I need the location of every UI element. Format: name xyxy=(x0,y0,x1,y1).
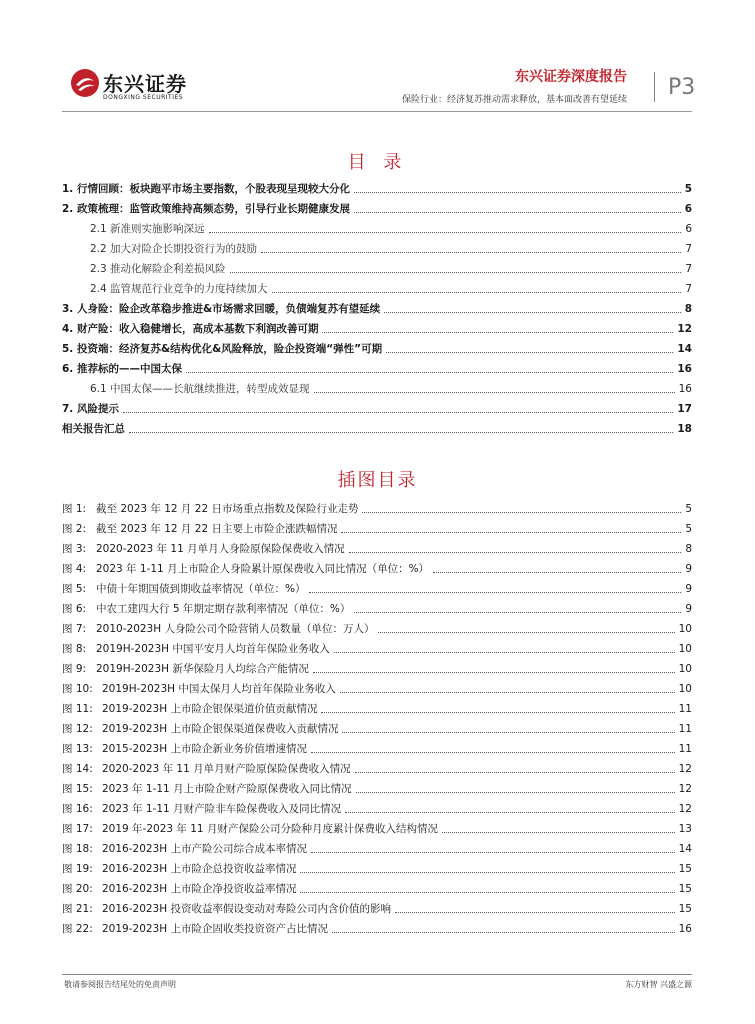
figure-entry-text: 2019H-2023H 中国平安月人均首年保险业务收入 xyxy=(96,643,330,655)
leader-dots xyxy=(354,611,681,613)
leader-dots xyxy=(345,811,675,813)
figure-label: 图 1: xyxy=(62,503,87,515)
toc-entry-text: 2.1 新准则实施影响深远 xyxy=(90,223,205,235)
figure-entry-page: 10 xyxy=(678,623,692,635)
figure-entry-text: 2023 年 1-11 月上市险企人身险累计原保费收入同比情况（单位：%） xyxy=(96,563,430,575)
figure-entry-page: 14 xyxy=(678,843,692,855)
toc-entry[interactable] xyxy=(62,418,692,436)
leader-dots xyxy=(300,871,674,873)
figure-entry-page: 10 xyxy=(678,643,692,655)
leader-dots xyxy=(272,291,682,293)
toc-entry-text: 7. 风险提示 xyxy=(62,403,119,415)
toc-entry-text: 6.1 中国太保——长航继续推进，转型成效显现 xyxy=(90,383,310,395)
figure-entry-text: 中债十年期国债到期收益率情况（单位：%） xyxy=(96,583,306,595)
figure-entry[interactable] xyxy=(62,698,692,716)
leader-dots xyxy=(311,851,675,853)
toc-entry[interactable] xyxy=(62,338,692,356)
figure-label: 图 11: xyxy=(62,703,93,715)
figure-entry-page: 9 xyxy=(685,583,692,595)
company-logo xyxy=(70,68,187,112)
toc-entry[interactable] xyxy=(90,378,692,396)
figure-label: 图 22: xyxy=(62,923,93,935)
figure-entry-text: 2020-2023 年 11 月单月财产险原保险保费收入情况 xyxy=(102,763,351,775)
leader-dots xyxy=(442,831,675,833)
figure-entry-page: 12 xyxy=(678,783,692,795)
leader-dots xyxy=(386,351,673,353)
toc-entry[interactable] xyxy=(90,258,692,276)
leader-dots xyxy=(186,371,673,373)
figure-entry[interactable] xyxy=(62,498,692,516)
figure-entry-page: 11 xyxy=(678,743,692,755)
figure-entry[interactable] xyxy=(62,898,692,916)
logo-name-cn: 东兴证券 xyxy=(103,72,187,96)
toc-entry-text: 相关报告汇总 xyxy=(62,423,125,435)
page-number: P3 xyxy=(668,75,696,100)
figure-label: 图 20: xyxy=(62,883,93,895)
figure-label: 图 15: xyxy=(62,783,93,795)
figure-entry[interactable] xyxy=(62,618,692,636)
leader-dots xyxy=(378,631,674,633)
figure-entry[interactable] xyxy=(62,718,692,736)
figure-entry-text: 2019H-2023H 新华保险月人均综合产能情况 xyxy=(96,663,309,675)
figure-entry[interactable] xyxy=(62,538,692,556)
figure-entry-page: 11 xyxy=(678,723,692,735)
figure-label: 图 16: xyxy=(62,803,93,815)
figure-label: 图 8: xyxy=(62,643,87,655)
leader-dots xyxy=(334,651,675,653)
leader-dots xyxy=(309,591,681,593)
toc-entry-page: 12 xyxy=(677,323,692,335)
figure-label: 图 5: xyxy=(62,583,87,595)
toc-entry-text: 2. 政策梳理：监管政策维持高频态势，引导行业长期健康发展 xyxy=(62,203,350,215)
figure-entry[interactable] xyxy=(62,638,692,656)
toc-entry-page: 7 xyxy=(685,283,692,295)
figure-entry-text: 2010-2023H 人身险公司个险营销人员数量（单位：万人） xyxy=(96,623,375,635)
figure-entry-page: 10 xyxy=(678,683,692,695)
toc-title: 目 录 xyxy=(347,152,408,173)
leader-dots xyxy=(355,771,675,773)
figure-entry[interactable] xyxy=(62,678,692,696)
leader-dots xyxy=(300,891,674,893)
figure-label: 图 4: xyxy=(62,563,87,575)
toc-entry[interactable] xyxy=(90,218,692,236)
leader-dots xyxy=(313,671,675,673)
figure-entry-text: 截至 2023 年 12 月 22 日主要上市险企涨跌幅情况 xyxy=(96,523,338,535)
figure-entry[interactable] xyxy=(62,578,692,596)
toc-entry[interactable] xyxy=(90,238,692,256)
toc-entry[interactable] xyxy=(62,178,692,196)
figure-entry[interactable] xyxy=(62,818,692,836)
leader-dots xyxy=(332,931,675,933)
figure-label: 图 13: xyxy=(62,743,93,755)
leader-dots xyxy=(314,391,675,393)
figure-entry-text: 2019-2023H 上市险企银保渠道价值贡献情况 xyxy=(102,703,318,715)
figure-label: 图 9: xyxy=(62,663,87,675)
figure-entry[interactable] xyxy=(62,858,692,876)
figure-entry-text: 2019H-2023H 中国太保月人均首年保险业务收入 xyxy=(102,683,336,695)
figure-entry-text: 2016-2023H 上市产险公司综合成本率情况 xyxy=(102,843,307,855)
figure-entry[interactable] xyxy=(62,598,692,616)
toc-entry-page: 16 xyxy=(678,383,692,395)
leader-dots xyxy=(129,431,673,433)
figure-entry-text: 2016-2023H 投资收益率假设变动对寿险公司内含价值的影响 xyxy=(102,903,391,915)
toc-entry-text: 4. 财产险：收入稳健增长，高成本基数下利润改善可期 xyxy=(62,323,319,335)
toc-entry[interactable] xyxy=(62,198,692,216)
report-subtitle: 保险行业：经济复苏推动需求释放，基本面改善有望延续 xyxy=(401,95,627,105)
figure-entry[interactable] xyxy=(62,518,692,536)
leader-dots xyxy=(261,251,681,253)
figure-label: 图 12: xyxy=(62,723,93,735)
leader-dots xyxy=(341,531,681,533)
toc-entry[interactable] xyxy=(90,278,692,296)
leader-dots xyxy=(433,571,681,573)
toc-entry-page: 14 xyxy=(677,343,692,355)
leader-dots xyxy=(354,191,681,193)
toc-entry-page: 6 xyxy=(684,203,692,215)
toc-entry[interactable] xyxy=(62,298,692,316)
figure-entry-page: 12 xyxy=(678,803,692,815)
dongxing-logo-icon xyxy=(70,68,100,98)
toc-entry-text: 5. 投资端：经济复苏&结构优化&风险释放，险企投资端“弹性”可期 xyxy=(62,343,383,355)
figure-entry[interactable] xyxy=(62,798,692,816)
toc-entry-text: 2.4 监管规范行业竞争的力度持续加大 xyxy=(90,283,268,295)
toc-entry[interactable] xyxy=(62,398,692,416)
figure-label: 图 7: xyxy=(62,623,87,635)
figure-entry-page: 15 xyxy=(678,883,692,895)
footer-disclaimer: 敬请参阅报告结尾处的免责声明 xyxy=(64,980,176,989)
leader-dots xyxy=(230,271,682,273)
figure-entry[interactable] xyxy=(62,658,692,676)
figure-label: 图 3: xyxy=(62,543,87,555)
figure-label: 图 2: xyxy=(62,523,87,535)
logo-name-en: DONGXING SECURITIES xyxy=(103,94,184,101)
toc-entry-page: 16 xyxy=(677,363,692,375)
figure-entry-page: 11 xyxy=(678,703,692,715)
toc-entry[interactable] xyxy=(62,318,692,336)
figure-entry-text: 2016-2023H 上市险企总投资收益率情况 xyxy=(102,863,297,875)
toc-entry[interactable] xyxy=(62,358,692,376)
leader-dots xyxy=(322,331,673,333)
figure-entry-page: 15 xyxy=(678,903,692,915)
header-rule xyxy=(62,111,692,112)
figure-entry-page: 16 xyxy=(678,923,692,935)
figure-entry-page: 10 xyxy=(678,663,692,675)
leader-dots xyxy=(311,751,675,753)
figure-entry-page: 9 xyxy=(685,603,692,615)
toc-entry-page: 17 xyxy=(677,403,692,415)
toc-entry-page: 8 xyxy=(684,303,692,315)
toc-entry-page: 7 xyxy=(685,243,692,255)
figure-entry-page: 12 xyxy=(678,763,692,775)
figure-entry-text: 2016-2023H 上市险企净投资收益率情况 xyxy=(102,883,297,895)
figure-entry-text: 2023 年 1-11 月上市险企财产险原保费收入同比情况 xyxy=(102,783,352,795)
toc-entry-text: 6. 推荐标的——中国太保 xyxy=(62,363,182,375)
figure-entry[interactable] xyxy=(62,838,692,856)
figure-label: 图 21: xyxy=(62,903,93,915)
toc-entry-page: 7 xyxy=(685,263,692,275)
figure-label: 图 18: xyxy=(62,843,93,855)
figure-label: 图 6: xyxy=(62,603,87,615)
figure-entry[interactable] xyxy=(62,878,692,896)
figure-entry-page: 13 xyxy=(678,823,692,835)
footer-rule xyxy=(62,974,692,975)
toc-entry-page: 5 xyxy=(684,183,692,195)
footer-slogan: 东方财智 兴盛之源 xyxy=(625,980,692,989)
figure-entry-text: 截至 2023 年 12 月 22 日市场重点指数及保险行业走势 xyxy=(96,503,359,515)
figure-entry-text: 2019-2023H 上市险企银保渠道保费收入贡献情况 xyxy=(102,723,339,735)
figure-entry-text: 2015-2023H 上市险企新业务价值增速情况 xyxy=(102,743,307,755)
leader-dots xyxy=(395,911,675,913)
leader-dots xyxy=(123,411,673,413)
toc-entry-text: 2.2 加大对险企长期投资行为的鼓励 xyxy=(90,243,258,255)
toc-entry-text: 1. 行情回顾：板块跑平市场主要指数，个股表现呈现较大分化 xyxy=(62,183,350,195)
figure-entry[interactable] xyxy=(62,918,692,936)
toc-entry-page: 18 xyxy=(677,423,692,435)
figure-list-title: 插图目录 xyxy=(337,470,418,491)
figure-label: 图 14: xyxy=(62,763,93,775)
header-divider xyxy=(654,72,655,102)
figure-entry[interactable] xyxy=(62,558,692,576)
figure-entry-text: 中农工建四大行 5 年期定期存款利率情况（单位：%） xyxy=(96,603,351,615)
leader-dots xyxy=(209,231,682,233)
figure-entry[interactable] xyxy=(62,758,692,776)
leader-dots xyxy=(384,311,681,313)
leader-dots xyxy=(321,711,674,713)
figure-label: 图 17: xyxy=(62,823,93,835)
report-type: 东兴证券深度报告 xyxy=(515,69,627,85)
leader-dots xyxy=(340,691,675,693)
figure-label: 图 19: xyxy=(62,863,93,875)
leader-dots xyxy=(354,211,681,213)
leader-dots xyxy=(356,791,675,793)
figure-entry-page: 8 xyxy=(685,543,692,555)
leader-dots xyxy=(349,551,682,553)
figure-entry-text: 2020-2023 年 11 月单月人身险原保险保费收入情况 xyxy=(96,543,345,555)
toc-entry-text: 3. 人身险：险企改革稳步推进&市场需求回暖，负债端复苏有望延续 xyxy=(62,303,381,315)
figure-entry-page: 9 xyxy=(685,563,692,575)
leader-dots xyxy=(342,731,674,733)
figure-entry-text: 2019-2023H 上市险企固收类投资资产占比情况 xyxy=(102,923,328,935)
figure-entry-text: 2023 年 1-11 月财产险非车险保费收入及同比情况 xyxy=(102,803,342,815)
figure-entry[interactable] xyxy=(62,738,692,756)
leader-dots xyxy=(362,511,681,513)
figure-entry[interactable] xyxy=(62,778,692,796)
figure-entry-text: 2019 年-2023 年 11 月财产保险公司分险种月度累计保费收入结构情况 xyxy=(102,823,438,835)
toc-entry-page: 6 xyxy=(685,223,692,235)
figure-label: 图 10: xyxy=(62,683,93,695)
figure-entry-page: 5 xyxy=(685,523,692,535)
figure-entry-page: 5 xyxy=(685,503,692,515)
toc-entry-text: 2.3 推动化解险企利差损风险 xyxy=(90,263,226,275)
figure-entry-page: 15 xyxy=(678,863,692,875)
